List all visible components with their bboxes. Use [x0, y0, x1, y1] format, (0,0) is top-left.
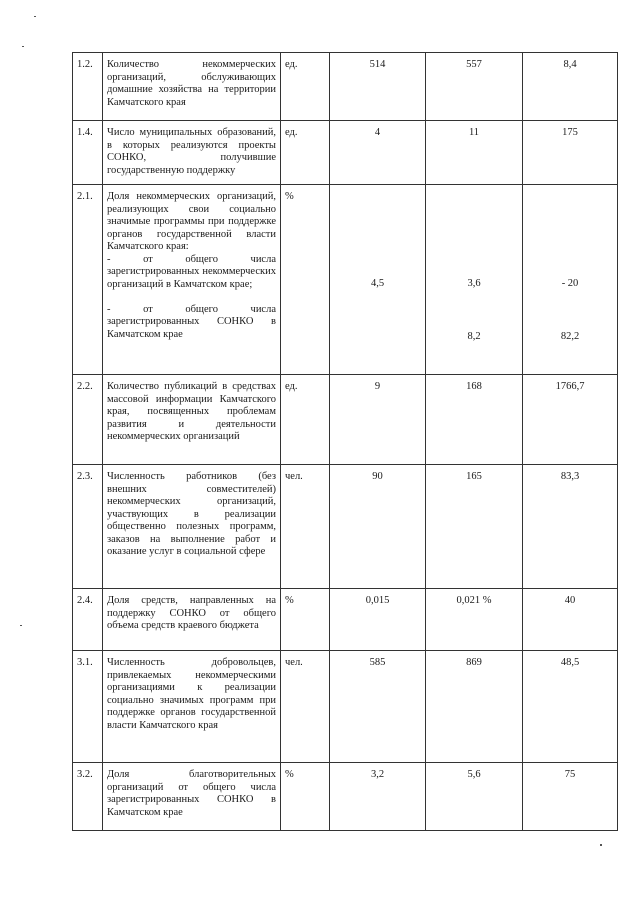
- indicator-sub-item: - от общего числа зарегистрированных некоммерческих организаций в Камчатском крае;: [107, 253, 276, 290]
- value-current: 11: [426, 121, 523, 185]
- table-row: [73, 589, 618, 651]
- value-base: 9: [330, 375, 426, 465]
- unit-cell: %: [281, 185, 330, 375]
- indicator-heading: Доля некоммерческих организаций, реализующих свои социально значимые программы при поддержке органов государственной власти Камчатского края:: [107, 191, 276, 252]
- value-base: 3,2: [330, 763, 426, 831]
- scan-speck: [20, 625, 22, 626]
- table-row: [73, 763, 618, 831]
- indicators-table: [72, 52, 618, 831]
- indicator-name: Доля средств, направленных на поддержку СОНКО от общего объема средств краевого бюджета: [103, 589, 281, 651]
- value-change: 48,5: [523, 651, 618, 763]
- indicator-name: Количество некоммерческих организаций, обслуживающих домашние хозяйства на территории Камчатского края: [103, 53, 281, 121]
- scan-speck: [22, 46, 24, 47]
- indicator-name: Число муниципальных образований, в которых реализуются проекты СОНКО, получившие государственную поддержку: [103, 121, 281, 185]
- unit-cell: ед.: [281, 121, 330, 185]
- value-base: 514: [330, 53, 426, 121]
- table-row: [73, 121, 618, 185]
- value-change: 75: [523, 763, 618, 831]
- indicator-name: Численность добровольцев, привлекаемых некоммерческими организациями к реализации социально значимых программ при поддержке органов государственной власти Камчатского края: [103, 651, 281, 763]
- value-change: 175: [523, 121, 618, 185]
- value-base: 90: [330, 465, 426, 589]
- sub-value: - 20: [561, 278, 579, 289]
- sub-value: 4,5: [370, 278, 385, 289]
- table-row: [73, 465, 618, 589]
- indicator-name: [103, 185, 281, 375]
- table-row: [73, 53, 618, 121]
- sub-value: 82,2: [560, 330, 580, 342]
- indicator-sub-item: - от общего числа зарегистрированных СОНКО в Камчатском крае: [107, 303, 276, 340]
- unit-cell: чел.: [281, 465, 330, 589]
- indicator-name: Доля благотворительных организаций от общего числа зарегистрированных СОНКО в Камчатском крае: [103, 763, 281, 831]
- row-number: 2.1.: [73, 185, 103, 375]
- value-current: 869: [426, 651, 523, 763]
- scan-speck: [34, 16, 36, 17]
- sub-value: 3,6: [467, 278, 481, 289]
- indicator-name: Численность работников (без внешних совместителей) некоммерческих организаций, участвующих в реализации общественно полезных программ, заказов на выполнение работ и оказание услуг в социальной сфере: [103, 465, 281, 589]
- value-change: 1766,7: [523, 375, 618, 465]
- table-row: [73, 651, 618, 763]
- value-base: 0,015: [330, 589, 426, 651]
- row-number: 2.2.: [73, 375, 103, 465]
- unit-cell: %: [281, 589, 330, 651]
- value-change: 8,4: [523, 53, 618, 121]
- value-base: 585: [330, 651, 426, 763]
- value-current: 0,021 %: [426, 589, 523, 651]
- indicator-name: Количество публикаций в средствах массовой информации Камчатского края, посвященных проблемам развития и деятельности некоммерческих организаций: [103, 375, 281, 465]
- value-current: 168: [426, 375, 523, 465]
- sub-value: 8,2: [467, 330, 481, 342]
- line-gap: [107, 291, 276, 304]
- unit-cell: ед.: [281, 375, 330, 465]
- row-number: 3.2.: [73, 763, 103, 831]
- value-change: 40: [523, 589, 618, 651]
- row-number: 1.2.: [73, 53, 103, 121]
- value-current: 165: [426, 465, 523, 589]
- row-number: 1.4.: [73, 121, 103, 185]
- value-change: 83,3: [523, 465, 618, 589]
- unit-cell: ед.: [281, 53, 330, 121]
- table-row: [73, 185, 618, 375]
- value-base: [330, 185, 426, 375]
- row-number: 2.3.: [73, 465, 103, 589]
- scan-speck: [600, 844, 602, 846]
- row-number: 2.4.: [73, 589, 103, 651]
- table-row: [73, 375, 618, 465]
- value-current: 557: [426, 53, 523, 121]
- value-current: [426, 185, 523, 375]
- row-number: 3.1.: [73, 651, 103, 763]
- unit-cell: %: [281, 763, 330, 831]
- value-current: 5,6: [426, 763, 523, 831]
- value-change: [523, 185, 618, 375]
- value-base: 4: [330, 121, 426, 185]
- unit-cell: чел.: [281, 651, 330, 763]
